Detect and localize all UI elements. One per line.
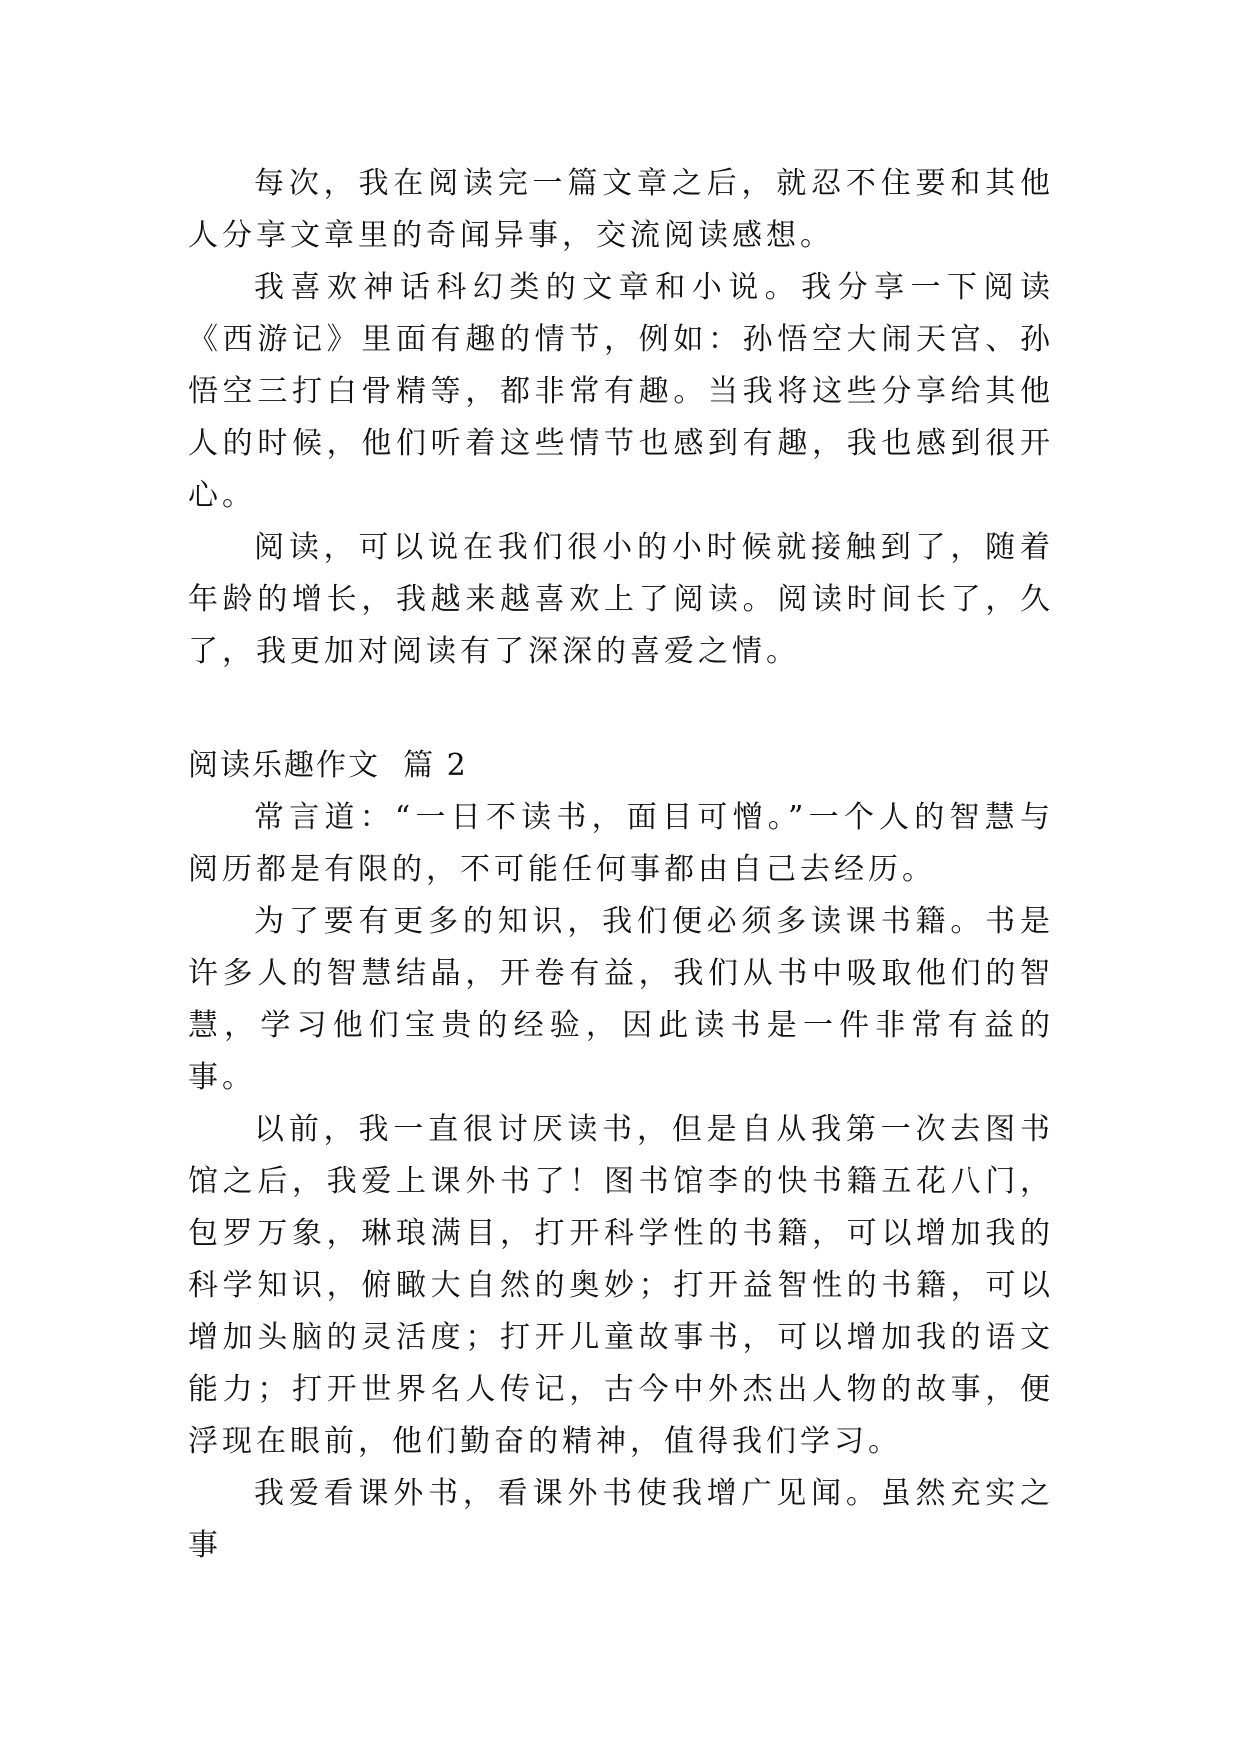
section-heading: 阅读乐趣作文 篇 2 bbox=[188, 748, 468, 783]
paragraph: 我爱看课外书，看课外书使我增广见闻。虽然充实之事 bbox=[188, 1476, 1054, 1563]
paragraph: 阅读，可以说在我们很小的小时候就接触到了，随着年龄的增长，我越来越喜欢上了阅读。阅读时间长了，久了，我更加对阅读有了深深的喜爱之情。 bbox=[188, 530, 1054, 669]
paragraph: 以前，我一直很讨厌读书，但是自从我第一次去图书馆之后，我爱上课外书了！图书馆李的快书籍五花八门，包罗万象，琳琅满目，打开科学性的书籍，可以增加我的科学知识，俯瞰大自然的奥妙；打开益智性的书籍，可以增加头脑的灵活度；打开儿童故事书，可以增加我的语文能力；打开世界名人传记，古今中外杰出人物的故事，便浮现在眼前，他们勤奋的精神，值得我们学习。 bbox=[188, 1112, 1054, 1459]
paragraph: 每次，我在阅读完一篇文章之后，就忍不住要和其他人分享文章里的奇闻异事，交流阅读感想。 bbox=[188, 166, 1054, 253]
paragraph: 常言道：“一日不读书，面目可憎。”一个人的智慧与阅历都是有限的，不可能任何事都由自己去经历。 bbox=[188, 800, 1054, 887]
article-body bbox=[188, 158, 1054, 1572]
paragraph: 为了要有更多的知识，我们便必须多读课书籍。书是许多人的智慧结晶，开卷有益，我们从书中吸取他们的智慧，学习他们宝贵的经验，因此读书是一件非常有益的事。 bbox=[188, 904, 1054, 1095]
paragraph: 我喜欢神话科幻类的文章和小说。我分享一下阅读《西游记》里面有趣的情节，例如：孙悟空大闹天宫、孙悟空三打白骨精等，都非常有趣。当我将这些分享给其他人的时候，他们听着这些情节也感到有趣，我也感到很开心。 bbox=[188, 270, 1054, 513]
